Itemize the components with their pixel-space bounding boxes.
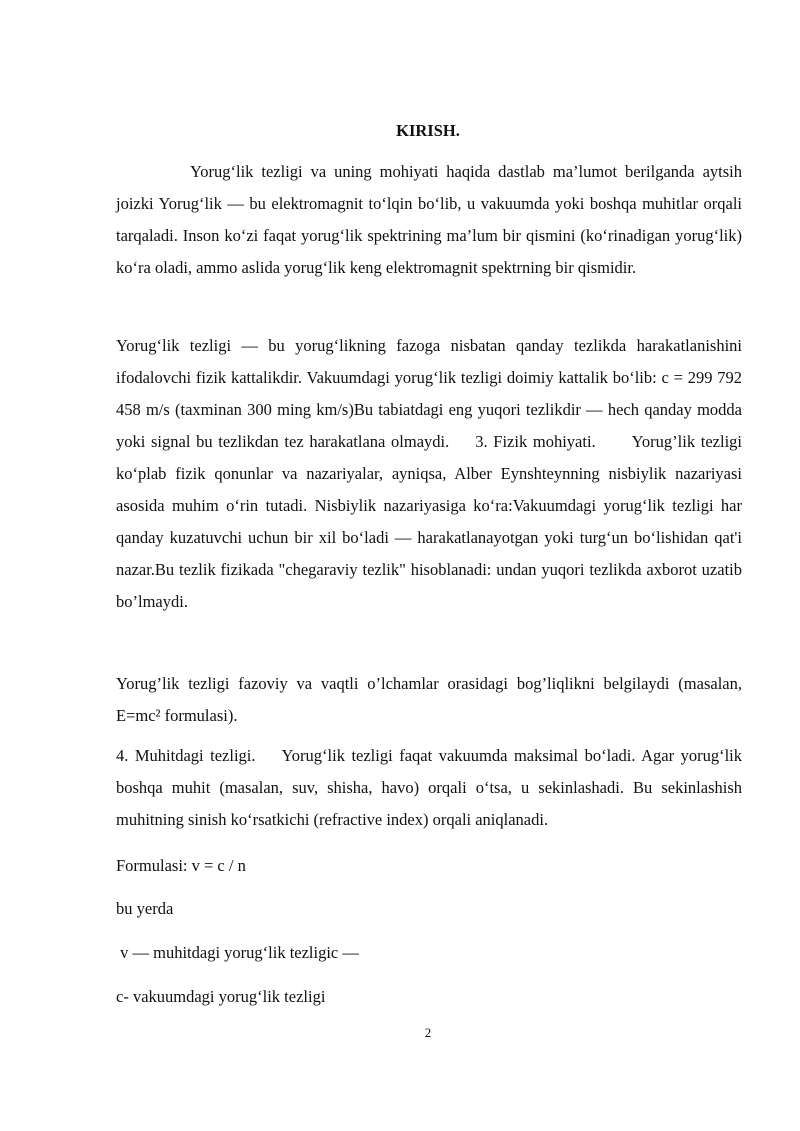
paragraph-medium xyxy=(116,740,742,836)
paragraph-intro xyxy=(116,156,742,284)
section-heading-4: 4. Muhitdagi tezligi. xyxy=(116,746,256,765)
c-definition-line: c- vakuumdagi yorug‘lik tezligi xyxy=(116,987,326,1006)
paragraph-medium-text: Yorug‘lik tezligi faqat vakuumda maksimal bo‘ladi. Agar yorug‘lik boshqa muhit (masalan, suv, shisha, havo) orqali o‘tsa, u sekinlashadi. Bu sekinlashish muhitning sinish ko‘rsatkichi (refractive index) orqali aniqlanadi. xyxy=(116,746,742,829)
page-title: KIRISH. xyxy=(396,121,460,140)
paragraph-spacetime: Yorug’lik tezligi fazoviy va vaqtli o’lchamlar orasidagi bog’liqlikni belgilaydi (masalan, E=mc² formulasi). xyxy=(116,674,742,725)
formula-line: Formulasi: v = c / n xyxy=(116,856,246,875)
paragraph-essence-text: Yorug’lik tezligi ko‘plab fizik qonunlar va nazariyalar, ayniqsa, Alber Eynshteynning nisbiylik nazariyasi asosida muhim o‘rin tutadi. Nisbiylik nazariyasiga ko‘ra:Vakuumdagi yorug‘lik tezligi har qanday kuzatuvchi uchun bir xil bo‘ladi — harakatlanayotgan yoki turg‘un bo‘lishidan qat'i nazar.Bu tezlik fizikada "chegaraviy tezlik" hisoblanadi: undan yuqori tezlikda axborot uzatib bo’lmaydi. xyxy=(116,432,743,611)
paragraph-intro-text: Yorug‘lik tezligi va uning mohiyati haqida dastlab ma’lumot berilganda aytsih joizki Yorug‘lik — bu elektromagnit to‘lqin bo‘lib, u vakuumda yoki boshqa muhitlar orqali tarqaladi. Inson ko‘zi faqat yorug‘lik spektrining ma’lum bir qismini (ko‘rinadigan yorug‘lik) ko‘ra oladi, ammo aslida yorug‘lik keng elektromagnit spektrning bir qismidir. xyxy=(116,162,742,277)
paragraph-speed-text: Yorug‘lik tezligi — bu yorug‘likning fazoga nisbatan qanday tezlikda harakatlanishini ifodalovchi fizik kattalikdir. Vakuumdagi yorug‘lik tezligi doimiy kattalik bo‘lib: c = 299 792 458 m/s (taxminan 300 ming km/s)Bu tabiatdagi eng yuqori tezlikdir — hech qanday modda yoki signal bu tezlikdan tez harakatlana olmaydi. xyxy=(116,336,742,451)
v-definition-line: v — muhitdagi yorug‘lik tezligic — xyxy=(116,943,359,962)
section-heading-3: 3. Fizik mohiyati. xyxy=(475,432,596,451)
paragraph-speed-definition xyxy=(116,330,742,618)
where-line: bu yerda xyxy=(116,899,174,918)
page-number: 2 xyxy=(424,1025,432,1040)
